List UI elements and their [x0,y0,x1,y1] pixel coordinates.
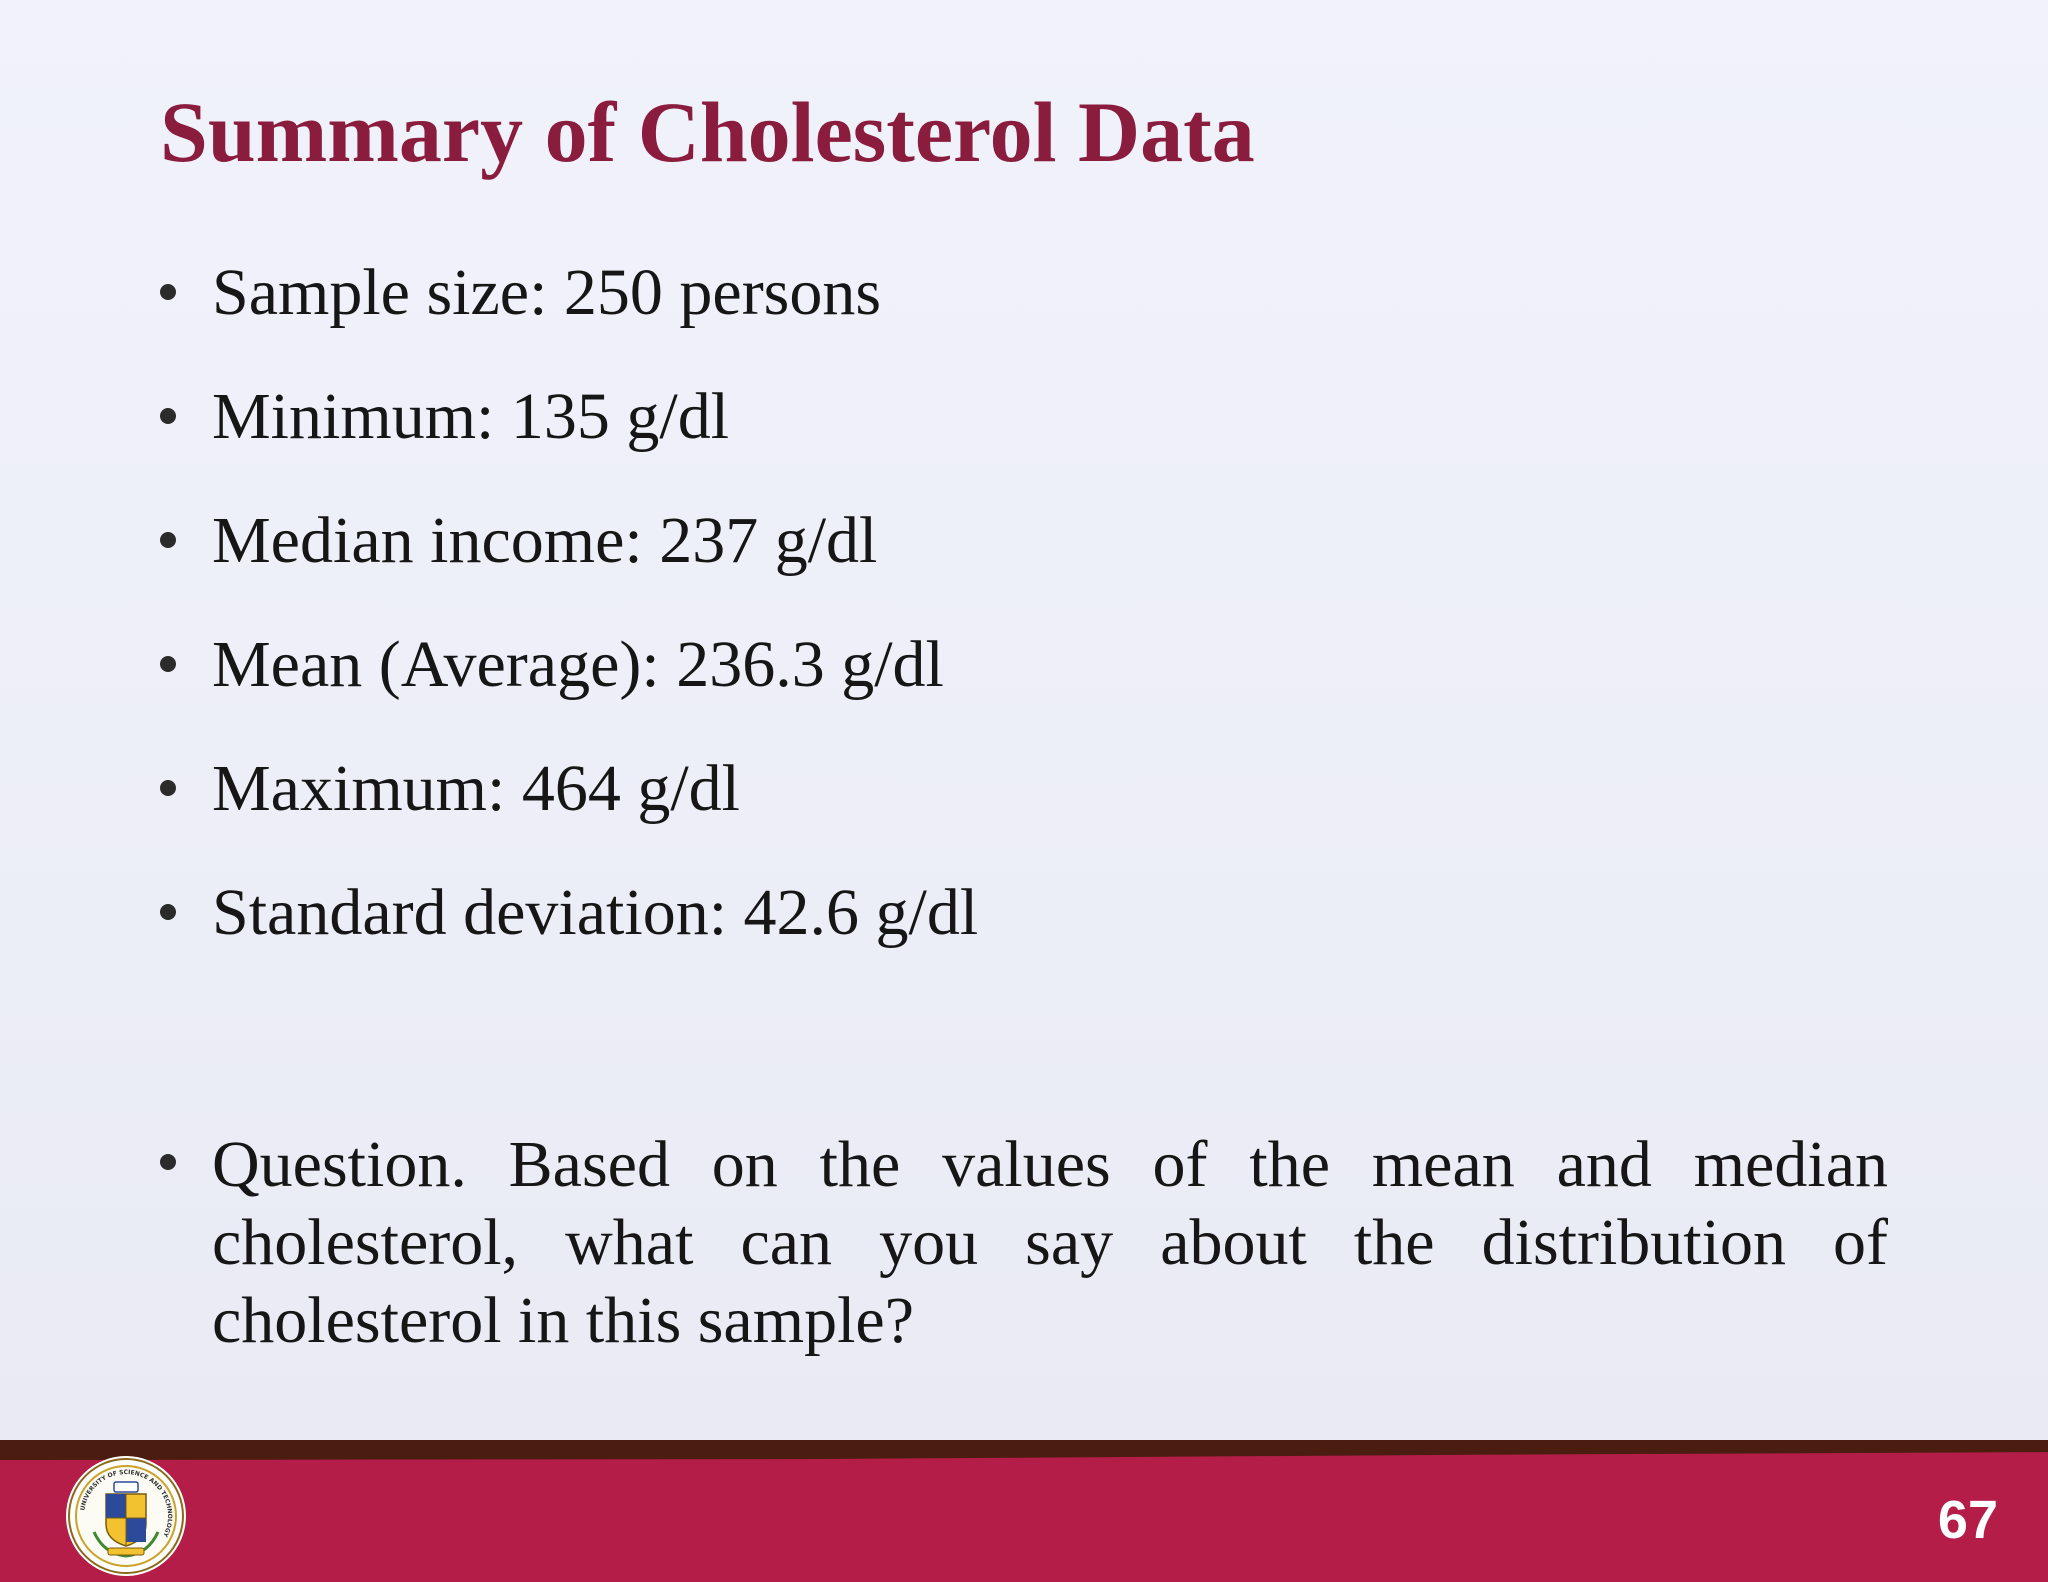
slide-title: Summary of Cholesterol Data [160,84,1255,180]
bullet-dot-icon [160,284,176,300]
university-seal-icon [64,1454,188,1578]
bullet-dot-icon [160,532,176,548]
bullet-dot-icon [160,656,176,672]
bullet-dot-icon [160,408,176,424]
bullet-dot-icon [160,904,176,920]
bullet-text: Sample size: 250 persons [212,256,882,329]
bullet-dot-icon [160,780,176,796]
bullet-text: Mean (Average): 236.3 g/dl [212,628,944,701]
question-text: Question. Based on the values of the mean and median cholesterol, what can you say about the distribution of cholesterol in this sample? [212,1128,1888,1357]
bullet-text: Maximum: 464 g/dl [212,752,740,825]
seal-text: UNIVERSITY OF SCIENCE AND TECHNOLOGY [79,1468,174,1538]
bullet-dot-icon [160,1154,176,1170]
bullet-text: Standard deviation: 42.6 g/dl [212,876,979,949]
bullet-text: Median income: 237 g/dl [212,504,878,577]
bullet-text: Minimum: 135 g/dl [212,380,730,453]
footer-band [0,1440,2048,1582]
page-number: 67 [1937,1490,1998,1550]
